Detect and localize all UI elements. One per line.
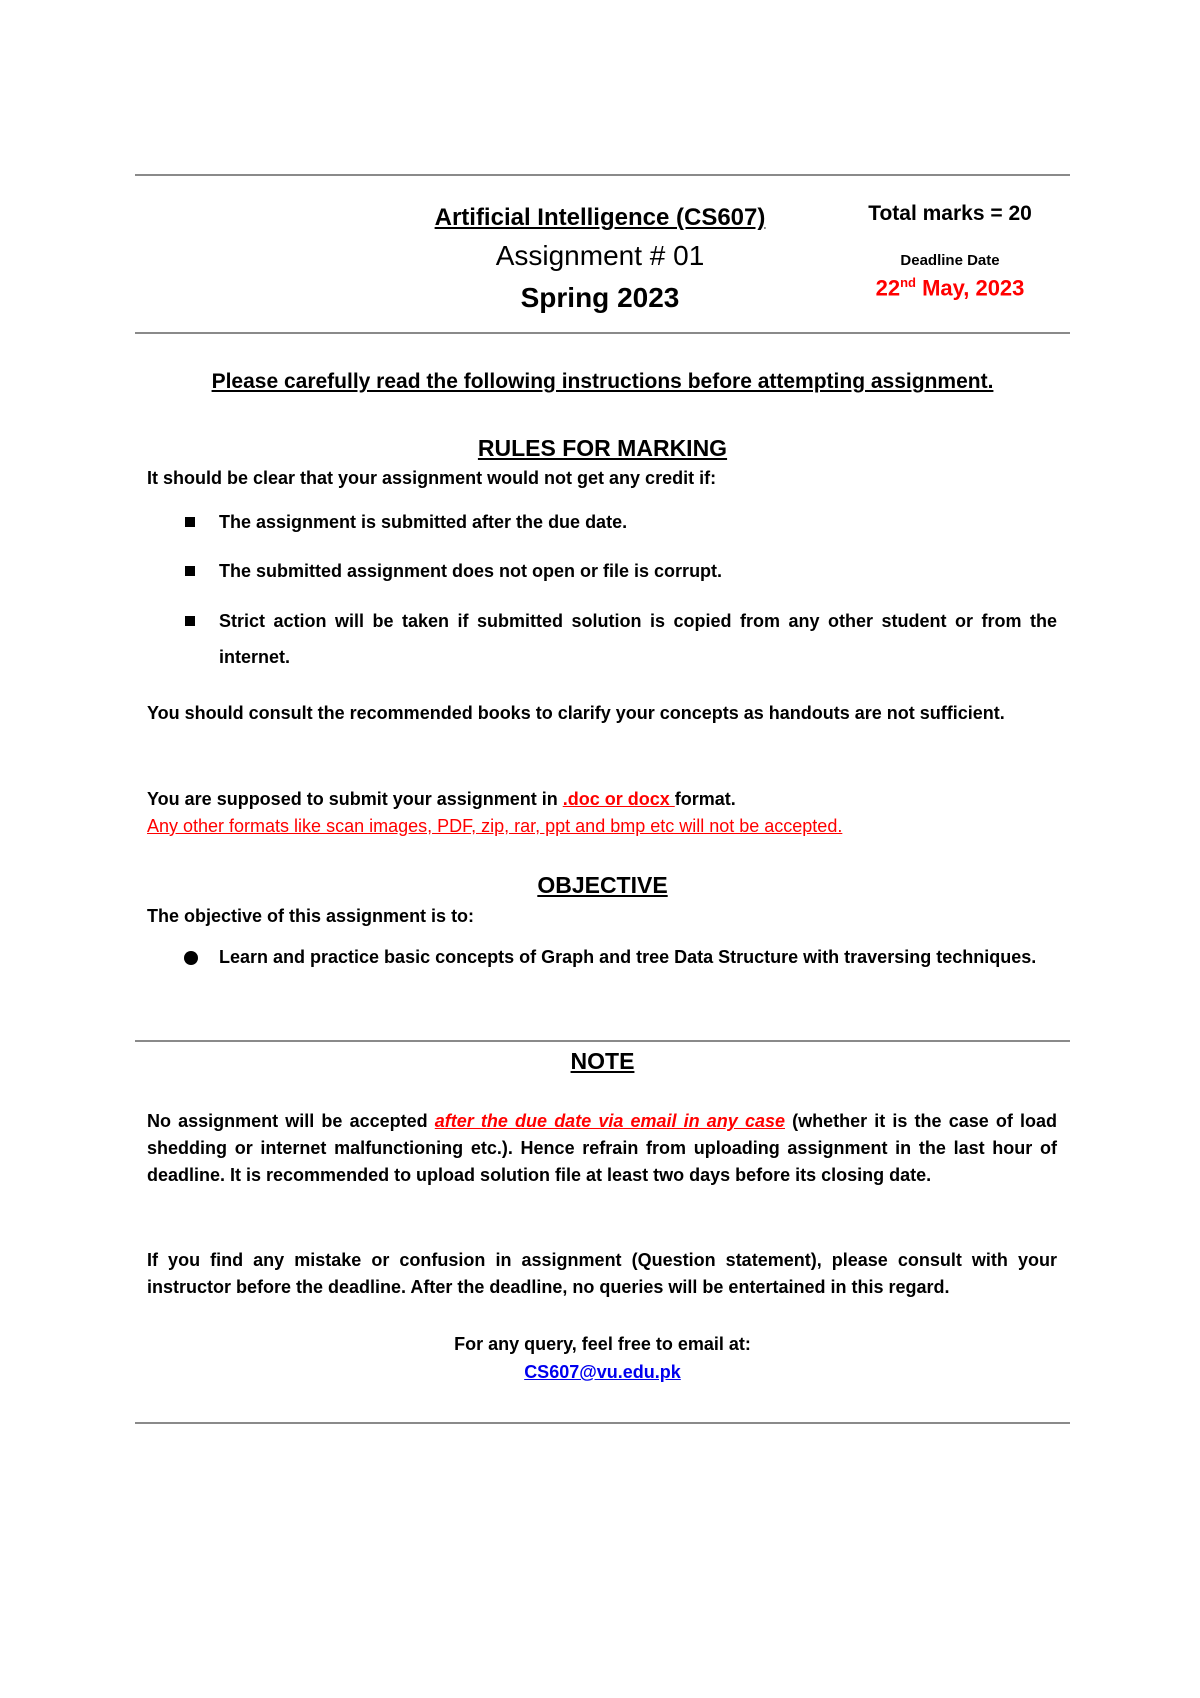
deadline-date — [860, 275, 1040, 301]
deadline-rest: May, 2023 — [915, 275, 1025, 301]
rules-heading: RULES FOR MARKING — [477, 435, 728, 461]
square-bullet-icon — [185, 517, 195, 527]
contact-email-link[interactable]: CS607@vu.edu.pk — [524, 1362, 681, 1382]
note-paragraph-1 — [147, 1108, 1057, 1189]
note-p1-highlight: after the due date via email in any case — [434, 1111, 785, 1131]
format-types: .doc or docx — [562, 789, 675, 809]
format-paragraph — [147, 786, 1057, 813]
assignment-number: Assignment # 01 — [495, 240, 705, 271]
format-warning: Any other formats like scan images, PDF, zip, rar, ppt and bmp etc will not be accepted. — [147, 816, 843, 836]
square-bullet-icon — [185, 616, 195, 626]
format-suffix: format. — [674, 789, 736, 809]
note-heading: NOTE — [570, 1048, 635, 1074]
rule-item — [147, 553, 1057, 589]
note-paragraph-2: If you find any mistake or confusion in assignment (Question statement), please consult with your instructor before the deadline. After the deadline, no queries will be entertained in this regard. — [147, 1250, 1057, 1297]
rules-intro: It should be clear that your assignment would not get any credit if: — [147, 468, 717, 488]
contact-email-link-wrap — [135, 1362, 1070, 1383]
consult-paragraph: You should consult the recommended books to clarify your concepts as handouts are not sufficient. — [147, 703, 1005, 723]
circle-bullet-icon — [184, 951, 198, 965]
rule-item — [147, 603, 1057, 675]
bottom-rule — [135, 1422, 1070, 1424]
rule-item-text: The assignment is submitted after the due date. — [219, 512, 628, 532]
total-marks: Total marks = 20 — [868, 202, 1032, 225]
query-text: For any query, feel free to email at: — [454, 1334, 751, 1354]
term: Spring 2023 — [520, 282, 680, 313]
rule-item-text: The submitted assignment does not open or file is corrupt. — [219, 561, 723, 581]
note-p1-suffix: (whether it is the case of load shedding or internet malfunctioning etc.). Hence refrain from uploading assignment in the last hour of deadline. It is recommended to upload solution file at least two days before its closing date. — [147, 1111, 1058, 1185]
objective-heading: OBJECTIVE — [537, 872, 668, 898]
objective-intro: The objective of this assignment is to: — [147, 906, 475, 926]
square-bullet-icon — [185, 566, 195, 576]
rule-item — [147, 504, 1057, 540]
note-p1-prefix: No assignment will be accepted — [147, 1111, 435, 1131]
objective-item — [147, 939, 1057, 975]
rule-item-text: Strict action will be taken if submitted solution is copied from any other student or from the internet. — [219, 611, 1057, 667]
instructions-heading: Please carefully read the following instructions before attempting assignment. — [211, 370, 994, 393]
course-title: Artificial Intelligence (CS607) — [434, 204, 766, 231]
deadline-label: Deadline Date — [900, 252, 1000, 269]
deadline-day: 22 — [875, 275, 901, 301]
header-bottom-rule — [135, 332, 1070, 334]
note-top-rule — [135, 1040, 1070, 1042]
format-prefix: You are supposed to submit your assignment in — [147, 789, 563, 809]
top-rule — [135, 174, 1070, 176]
deadline-suffix: nd — [900, 275, 916, 290]
objective-item-text: Learn and practice basic concepts of Graph and tree Data Structure with traversing techniques. — [219, 947, 1037, 967]
